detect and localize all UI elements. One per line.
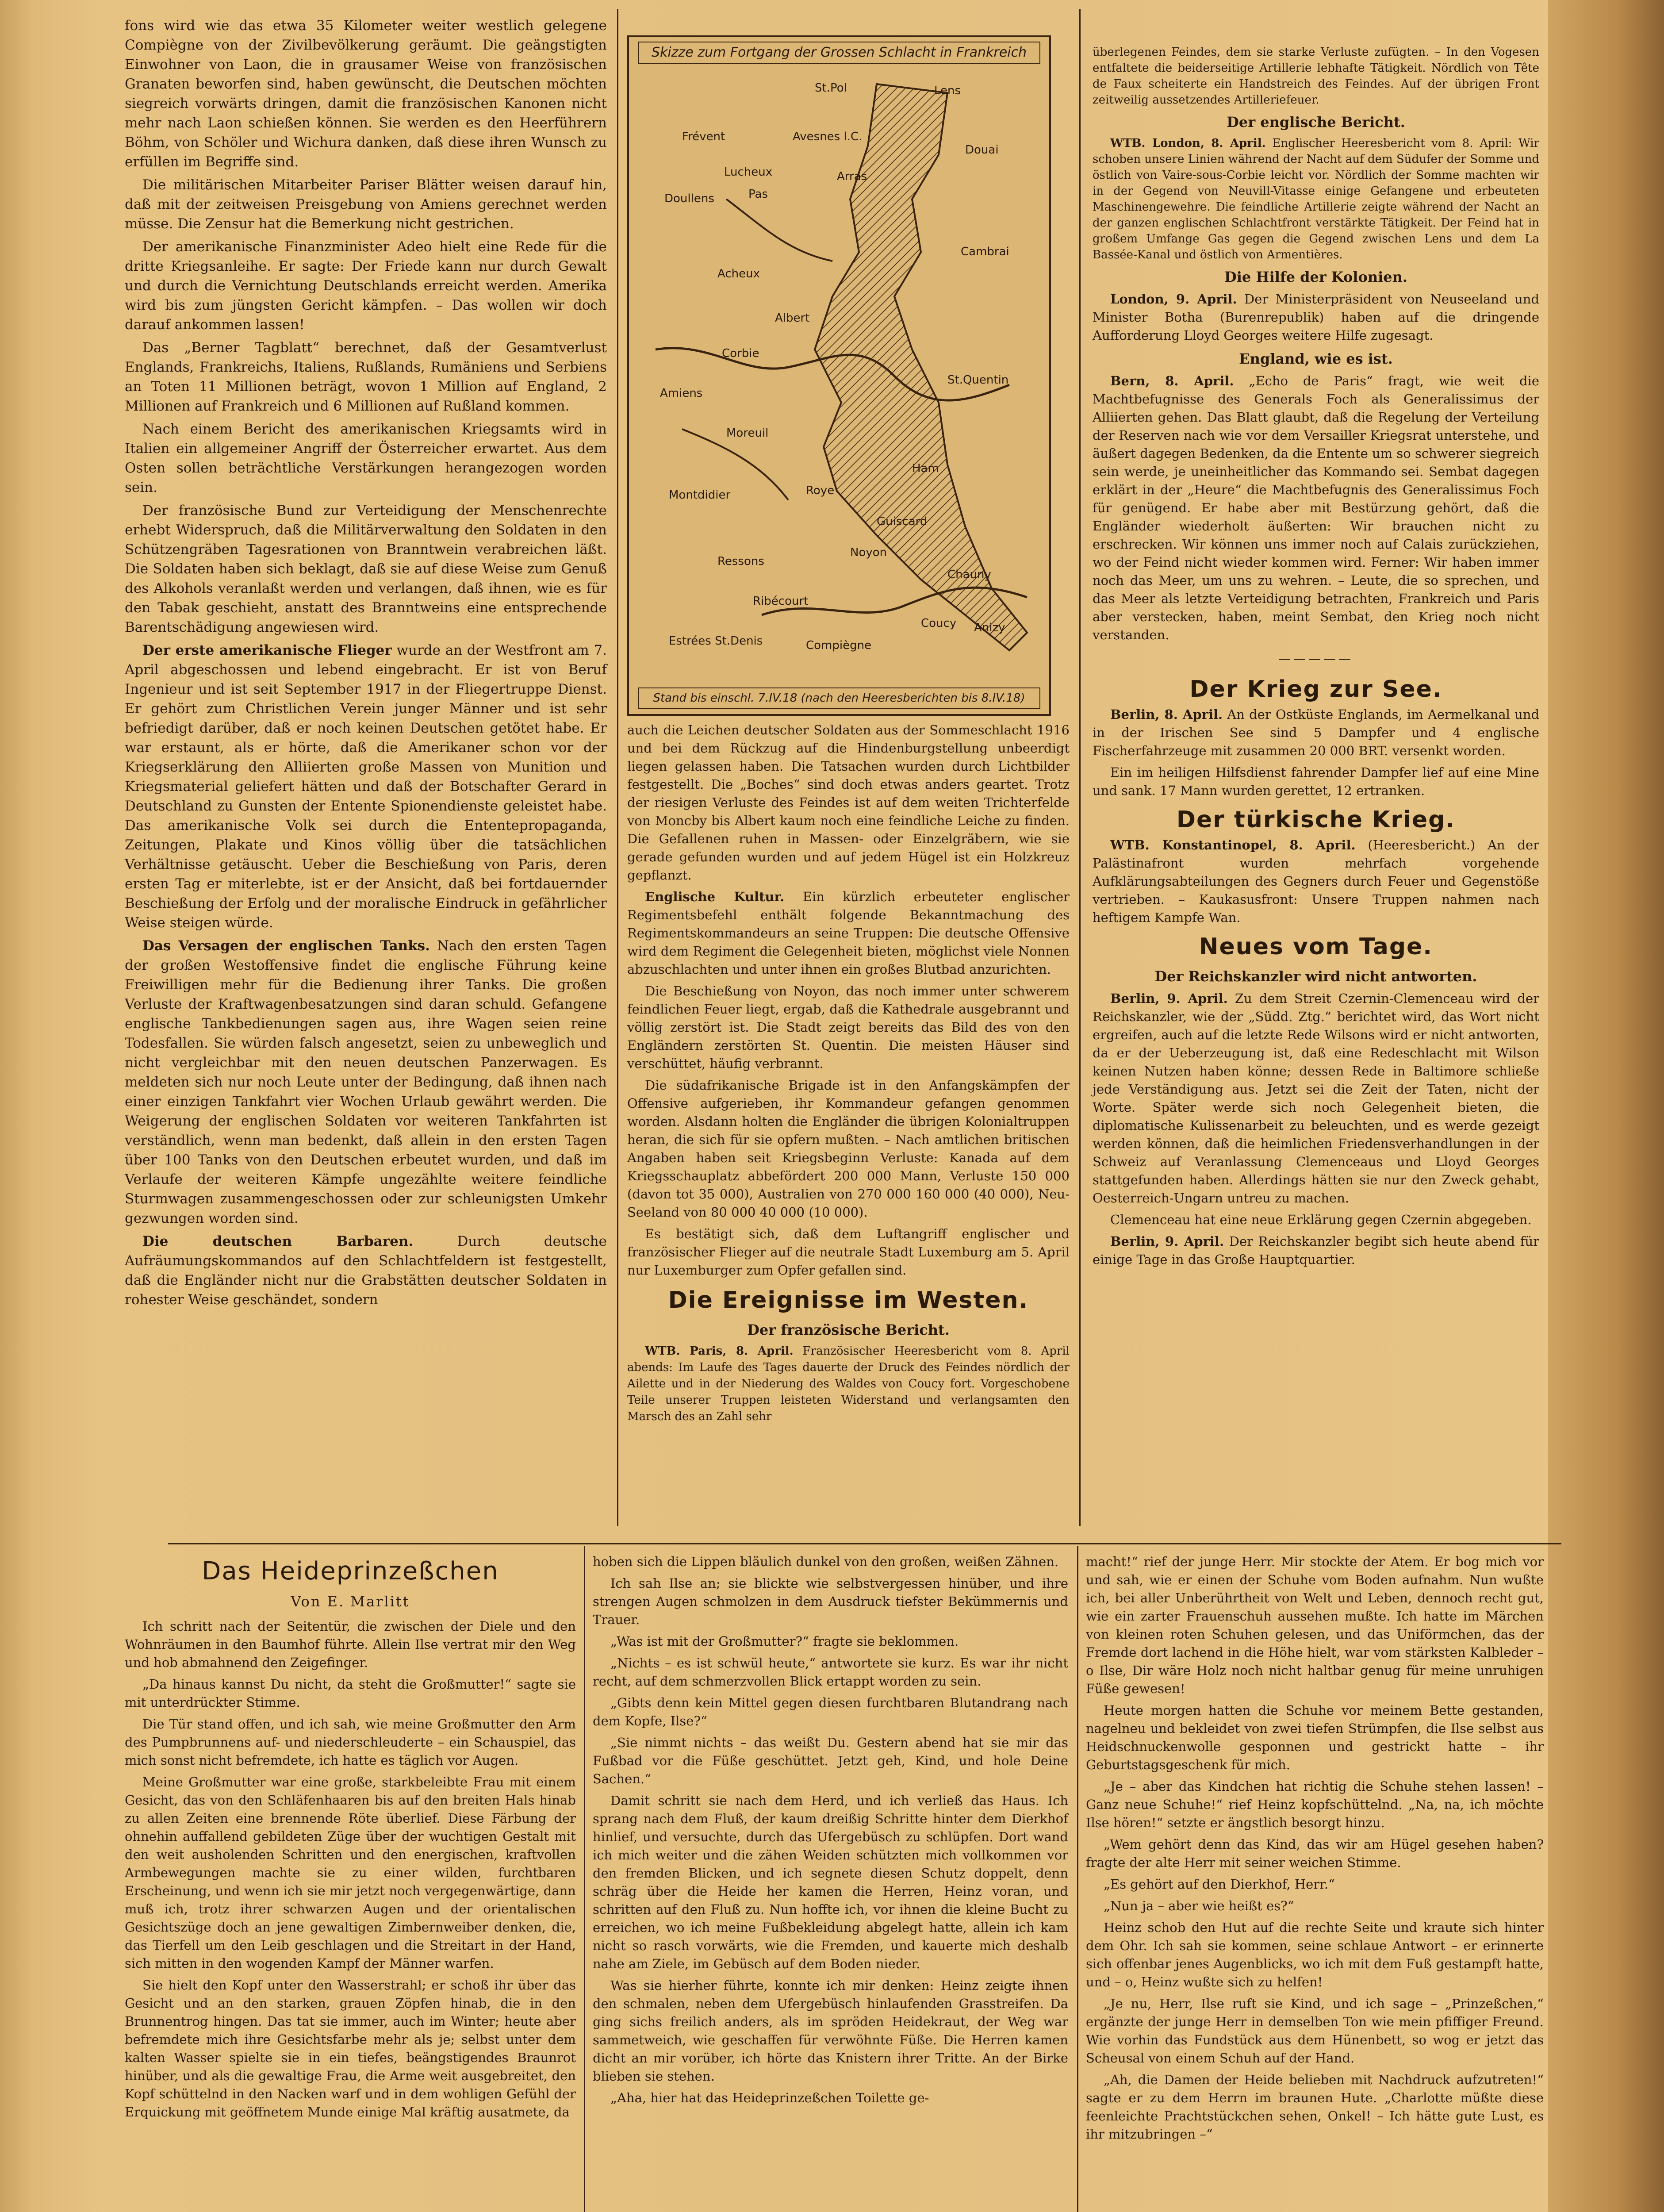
- story-paragraph: „Da hinaus kannst Du nicht, da steht die Großmutter!“ sagte sie mit unterdrückter Stimme.: [125, 1677, 576, 1710]
- section-subheading: England, wie es ist.: [1239, 350, 1393, 367]
- map-title: Skizze zum Fortgang der Grossen Schlacht in Frankreich: [638, 42, 1040, 64]
- feuilleton-rule: [168, 1543, 1561, 1544]
- place-label: Chauny: [947, 568, 991, 581]
- story-paragraph: Die Tür stand offen, und ich sah, wie meine Großmutter den Arm des Pumpbrunnens auf- und niederschleuderte – ein Schauspiel, das mich sonst nicht befremdete, ich hatte es täglich vor Augen.: [125, 1717, 576, 1768]
- map-caption: Stand bis einschl. 7.IV.18 (nach den Heeresberichten bis 8.IV.18): [638, 687, 1040, 709]
- serial-column-3: [1086, 1553, 1544, 2147]
- column-rule: [617, 9, 618, 1526]
- place-label: Cambrai: [961, 245, 1009, 258]
- place-label: Estrées St.Denis: [669, 634, 763, 648]
- place-label: Noyon: [850, 546, 887, 559]
- article-paragraph: Der französische Bund zur Verteidigung der Menschenrechte erhebt Widerspruch, daß die Militärverwaltung den Soldaten in den Schützengräben Tagesrationen von Branntwein verabreichen läßt. Die Soldaten haben sich beklagt, daß sie auf diese Weise zum Genuß des Alkohols veranlaßt werden und verlangen, daß ihnen, wie es für den Tabak geschieht, anstatt des Branntweins eine entsprechende Barentschädigung angewiesen wird.: [125, 503, 607, 635]
- place-label: Pas: [748, 188, 768, 201]
- article-text: Englischer Heeresbericht vom 8. April: Wir schoben unsere Linien während der Nacht auf dem Südufer der Somme und östlich von Vaire-sous-Corbie leicht vor. Nördlich der Somme machten wir in der Gegend von Neuvill-Vitasse einige Gefangene und erbeuteten Maschinengewehre. Die feindliche Artillerie zeigte während der Nacht an der ganzen englischen Schlachtfront verstärkte Tätigkeit. Der Feind hat in großem Umfange Gas gegen die Gegend zwischen Lens und dem La Bassée-Kanal und östlich von Armentières.: [1093, 137, 1539, 261]
- story-paragraph: „Nichts – es ist schwül heute,“ antwortete sie kurz. Es war ihr nicht recht, auf dem schmerzvollen Blick ertappt worden zu sein.: [593, 1655, 1068, 1689]
- place-label: Montdidier: [669, 488, 731, 502]
- article-paragraph: [125, 641, 607, 933]
- battle-map: [627, 35, 1051, 716]
- place-label: Doullens: [664, 192, 714, 205]
- article-paragraph: [627, 888, 1070, 979]
- place-label: Corbie: [722, 347, 759, 360]
- place-label: Arras: [837, 170, 867, 183]
- article-paragraph: [125, 936, 607, 1228]
- article-paragraph: auch die Leichen deutscher Soldaten aus der Sommeschlacht 1916 und bei dem Rückzug auf die Hindenburgstellung unbeerdigt liegen gelassen haben. Die Tatsachen wurden durch Lichtbilder festgestellt. Die „Boches“ sind doch etwas anders geartet. Trotz der riesigen Verluste des Feindes ist auf dem weiten Trichterfelde von Moncby bis Albert kaum noch eine feindliche Leiche zu finden. Die Gefallenen ruhen in Massen- oder Einzelgräbern, wie sie gerade gefunden wurden und auf jedem Hügel ist ein Holzkreuz gepflanzt.: [627, 722, 1070, 883]
- story-paragraph: „Je nu, Herr, Ilse ruft sie Kind, und ich sage – „Prinzeßchen,“ ergänzte der junge Herr in demselben Ton wie mein pfiffiger Freund. Wie vorhin das Fundstück aus dem Hünenbett, so wog er jetzt das Scheusal von einem Schuh auf der Hand.: [1086, 1996, 1544, 2066]
- section-subheading: Die Hilfe der Kolonien.: [1224, 269, 1408, 285]
- article-text: wurde an der Westfront am 7. April abgeschossen und lebend eingebracht. Er ist von Beruf Ingenieur und ist seit September 1917 in der Fliegertruppe Dienst. Er gehört zum Christlichen Verein junger Männer und ist sehr befriedigt darüber, daß er noch keinen Deutschen getötet habe. Er war erstaunt, als er hörte, daß die Amerikaner schon vor der Kriegserklärung den Alliierten große Massen von Munition und Kriegsmaterial geliefert hätten und daß der Botschafter Gerard in Deutschland zu Gunsten der Entente Spionendienste geleistet habe. Das amerikanische Volk sei durch die Ententepropaganda, Zeitungen, Plakate und Kinos völlig über die tatsächlichen Verhältnisse getäuscht. Ueber die Beschießung von Paris, deren ersten Tag er miterlebte, ist er der Ansicht, daß bei fortdauernder Beschießung der Erfolg und der moralische Eindruck in gefährlicher Weise steigen würde.: [125, 642, 607, 931]
- place-label: Albert: [775, 311, 810, 325]
- section-subheading: Der Reichskanzler wird nicht antworten.: [1154, 968, 1477, 985]
- place-label: Frévent: [682, 130, 725, 143]
- column-rule: [584, 1546, 585, 2212]
- section-subheading: Der französische Bericht.: [747, 1321, 950, 1338]
- article-lede: WTB. London, 8. April.: [1110, 137, 1266, 150]
- news-column-3: [1093, 44, 1539, 1272]
- place-label: Avesnes l.C.: [793, 130, 863, 143]
- place-label: Ham: [912, 462, 939, 475]
- book-gutter: [1548, 0, 1664, 2212]
- river-ancre: [726, 199, 832, 261]
- article-lede: London, 9. April.: [1110, 292, 1237, 307]
- article-paragraph: [1093, 990, 1539, 1207]
- article-paragraph: [1093, 1233, 1539, 1269]
- column-rule: [1077, 1546, 1078, 2212]
- article-lede: Berlin, 8. April.: [1110, 707, 1223, 722]
- article-paragraph: Nach einem Bericht des amerikanischen Kriegsamts wird in Italien ein allgemeiner Angriff der Österreicher erwartet. Aus dem Osten sollen beträchtliche Verstärkungen herangezogen worden sein.: [125, 421, 607, 495]
- story-paragraph: „Was ist mit der Großmutter?“ fragte sie beklommen.: [610, 1634, 959, 1649]
- article-lede: Englische Kultur.: [645, 889, 785, 904]
- story-paragraph: „Nun ja – aber wie heißt es?“: [1104, 1898, 1294, 1913]
- article-paragraph: fons wird wie das etwa 35 Kilometer weiter westlich gelegene Compiègne von der Zivilbevölkerung geräumt. Die geängstigten Einwohner von Laon, die in grausamer Weise von französischen Granaten beworfen sind, haben gewünscht, die Deutschen möchten siegreich vorwärts dringen, damit die französischen Kanonen nicht mehr nach Laon schießen können. Sie werden es den Heerführern Böhm, von Schöler und Wichura danken, daß diese ihren Wunsch zu erfüllen im Begriffe sind.: [125, 18, 607, 170]
- article-paragraph: Clemenceau hat eine neue Erklärung gegen Czernin abgegeben.: [1110, 1212, 1532, 1227]
- article-text: Ein kürzlich erbeuteter englischer Regimentsbefehl enthält folgende Bekanntmachung des Regimentskommandeurs an seine Truppen: Die deutsche Offensive wird dem Regiment die Gelegenheit bieten, möglichst viele Nonnen abzuschlachten und unter ihnen ein großes Blutbad anzurichten.: [627, 889, 1070, 977]
- article-paragraph: Die militärischen Mitarbeiter Pariser Blätter weisen darauf hin, daß mit der zeitweisen Preisgebung von Amiens gerechnet werden müsse. Die Zensur hat die Bemerkung nicht gestrichen.: [125, 177, 607, 232]
- story-paragraph: Meine Großmutter war eine große, starkbeleibte Frau mit einem Gesicht, das von den Schläfenhaaren bis auf den breiten Hals hinab zu allen Zeiten eine brennende Röte überlief. Diese Färbung der ohnehin auffallend gebildeten Züge über der wuchtigen Gestalt mit den weit ausholenden Schritten und den energischen, kraftvollen Armbewegungen machte sie zu einer wilden, furchtbaren Erscheinung, und wenn ich sie mir jetzt noch vergegenwärtige, dann muß ich, trotz ihrer schwarzen Augen und der orientalischen Gesichtszüge doch an jene gewaltigen Zimbernweiber denken, die, das Tierfell um den Leib geschlagen und die Streitart in der Hand, sich mitten in den wogenden Kampf der Männer warfen.: [125, 1774, 576, 1971]
- article-paragraph: Die südafrikanische Brigade ist in den Anfangskämpfen der Offensive aufgerieben, ihr Kommandeur gefangen genommen worden. Alsdann holten die Engländer die übrigen Kolonialtruppen heran, die sich für sie opfern mußten. – Nach amtlichen britischen Angaben haben seit Kriegsbeginn Verluste: Kanada auf dem Kriegsschauplatz abbefördert 200 000 Mann, Verluste 150 000 (davon tot 35 000), Australien von 270 000 160 000 (40 000), Neu-Seeland von 80 000 40 000 (10 000).: [627, 1078, 1070, 1220]
- story-paragraph: macht!“ rief der junge Herr. Mir stockte der Atem. Er bog mich vor und sah, wie er einen der Schuhe vom Boden aufnahm. Nun wußte ich, bei aller Unberührtheit von Welt und Leben, dennoch recht gut, wie ein zarter Frauenschuh aussehen mußte. Ich hatte im Märchen von kleinen roten Schuhen gelesen, und das Uniförmchen, das der Fremde dort lachend in die Höhe hielt, war vom stärksten Kalbleder – o Ilse, Dir wäre Holz noch nicht haltbar genug für meine unruhigen Füße gewesen!: [1086, 1554, 1544, 1696]
- place-label: Amiens: [660, 387, 703, 400]
- place-label: Moreuil: [726, 426, 769, 440]
- section-subheading: Der englische Bericht.: [1227, 114, 1405, 131]
- place-label: Compiègne: [806, 639, 872, 652]
- place-label: Roye: [806, 484, 835, 497]
- story-paragraph: „Wem gehört denn das Kind, das wir am Hügel gesehen haben? fragte der alte Herr mit seiner weichen Stimme.: [1086, 1837, 1544, 1870]
- article-text: Der Reichskanzler begibt sich heute abend für einige Tage in das Große Hauptquartier.: [1093, 1234, 1540, 1267]
- story-paragraph: „Es gehört auf den Dierkhof, Herr.“: [1104, 1877, 1335, 1892]
- story-paragraph: Ich schritt nach der Seitentür, die zwischen der Diele und den Wohnräumen in den Baumhof führte. Allein Ilse vertrat mir den Weg und hob abmahnend den Zeigefinger.: [125, 1619, 576, 1670]
- section-heading: Der Krieg zur See.: [1189, 676, 1442, 703]
- place-label: Douai: [965, 143, 999, 157]
- place-label: Guiscard: [877, 515, 928, 528]
- story-paragraph: „Je – aber das Kindchen hat richtig die Schuhe stehen lassen! – Ganz neue Schuhe!“ rief Heinz kopfschüttelnd. „Na, na, ich möchte Ilse hören!“ setzte er ängstlich besorgt hinzu.: [1086, 1779, 1544, 1830]
- section-heading: Die Ereignisse im Westen.: [668, 1287, 1029, 1313]
- article-text: Durch deutsche Aufräumungskommandos auf den Schlachtfeldern ist festgestellt, daß die Engländer nicht nur die Grabstätten deutscher Soldaten in rohester Weise geschändet, sondern: [125, 1233, 607, 1308]
- article-text: Nach den ersten Tagen der großen Westoffensive findet die englische Führung keine Freiwilligen mehr für die Bedienung ihrer Tanks. Die großen Verluste der Kraftwagenbesatzungen sind daran schuld. Gefangene englische Tankbedienungen sagen aus, ihre Wagen seien reine Todesfallen. Sie würden falsch angesetzt, seien zu unbeweglich und nicht vergleichbar mit den neuen deutschen Panzerwagen. Es meldeten sich nur noch Leute unter der Bedingung, daß ihnen nach einer einzigen Tankfahrt vier Wochen Urlaub gewährt werden. Die Weigerung der englischen Soldaten vor weiteren Tankfahrten ist verständlich, wenn man bedenkt, daß allein in den ersten Tagen über 100 Tanks von den Deutschen erbeutet wurden, und daß im Verlaufe der weiteren Kämpfe ungezählte weitere feindliche Sturmwagen zusammengeschossen oder zur schleunigsten Umkehr gezwungen worden sind.: [125, 938, 607, 1226]
- place-label: Coucy: [921, 617, 957, 630]
- section-heading: Der türkische Krieg.: [1176, 806, 1456, 833]
- story-paragraph: „Aha, hier hat das Heideprinzeßchen Toilette ge-: [610, 2090, 929, 2105]
- story-paragraph: Damit schritt sie nach dem Herd, und ich verließ das Haus. Ich sprang nach dem Fluß, der kaum dreißig Schritte hinter dem Dierkhof hinlief, und versuchte, durch das Ufergebüsch zu schlüpfen. Dort wand ich mich weiter und die zähen Weiden schützten mich vollkommen vor den fremden Blicken, und ich segnete diesen Schutz doppelt, denn schräg über die Heide her kamen die Herren, Heinz voran, und schritten auf den Fluß zu. Nun hoffte ich, vor ihnen die kleine Bucht zu erreichen, wo ich meine Fußbekleidung abgelegt hatte, allein ich kam nicht so rasch vorwärts, wie die Fremden, und kauerte mich deshalb nahe am Ziele, im Gebüsch auf dem Boden nieder.: [593, 1793, 1068, 1971]
- story-paragraph: Ich sah Ilse an; sie blickte wie selbstvergessen hinüber, und ihre strengen Augen schmolzen in dem Ausdruck tiefster Bekümmernis und Trauer.: [593, 1576, 1068, 1627]
- article-paragraph: Der amerikanische Finanzminister Adeo hielt eine Rede für die dritte Kriegsanleihe. Er sagte: Der Friede kann nur durch Gewalt und durch die Vernichtung Deutschlands erreicht werden. Amerika wird bis zum jüngsten Gericht kämpfen. – Das wollen wir doch darauf ankommen lassen!: [125, 239, 607, 333]
- article-text: Zu dem Streit Czernin-Clemenceau wird der Reichskanzler, wie der „Südd. Ztg.“ berichtet wird, das Wort nicht ergreifen, auch auf die letzte Rede Wilsons wird er nicht antworten, da er der Ueberzeugung ist, daß eine Redeschlacht mit Wilson keinen Nutzen haben könne; dessen Rede in Baltimore schließe jede Verständigung aus. Jetzt sei die Zeit der Taten, nicht der Worte. Später werde sich noch Gelegenheit bieten, die diplomatische Kulissenarbeit zu beleuchten, und es werde gezeigt werden können, daß die heimlichen Friedensverhandlungen in der Schweiz auf Veranlassung Clemenceaus und Lloyd Georges stattgefunden haben. Allerdings hätten sie nur den Zweck gehabt, Oesterreich-Ungarn untreu zu machen.: [1093, 991, 1539, 1206]
- story-paragraph: hoben sich die Lippen bläulich dunkel von den großen, weißen Zähnen.: [593, 1554, 1059, 1569]
- article-lede: Berlin, 9. April.: [1110, 991, 1228, 1006]
- article-paragraph: Ein im heiligen Hilfsdienst fahrender Dampfer lief auf eine Mine und sank. 17 Mann wurden gerettet, 12 ertranken.: [1093, 765, 1539, 798]
- story-paragraph: Sie hielt den Kopf unter den Wasserstrahl; er schoß ihr über das Gesicht und an den starken, grauen Zöpfen hinab, die in den Brunnentrog hingen. Das tat sie immer, auch im Winter; heute aber befremdete mich ihre Gesichtsfarbe mehr als je; selbst unter dem kalten Wasser spielte sie in ein tiefes, beängstigendes Braunrot hinüber, und als die gewaltige Frau, die Arme weit ausgebreitet, den Kopf schüttelnd in den Nacken warf und in dem wohligen Gefühl der Erquickung mit geöffnetem Munde einige Mal kräftig ausatmete, da: [125, 1978, 576, 2120]
- article-paragraph: Das „Berner Tagblatt“ berechnet, daß der Gesamtverlust Englands, Frankreichs, Italiens, Rußlands, Rumäniens und Serbiens an Toten 11 Millionen beträgt, wovon 1 Million auf England, 2 Millionen auf Frankreich und 6 Millionen auf Rußland kommen.: [125, 340, 607, 414]
- article-paragraph: [1093, 290, 1539, 345]
- section-divider: —————: [1278, 651, 1353, 666]
- story-paragraph: „Sie nimmt nichts – das weißt Du. Gestern abend hat sie mir das Fußbad vor die Füße geschüttet. Jetzt geh, Kind, und hole Deine Sachen.“: [593, 1735, 1068, 1786]
- article-paragraph: [1093, 706, 1539, 760]
- article-lede: WTB. Paris, 8. April.: [645, 1344, 794, 1358]
- article-paragraph: Es bestätigt sich, daß dem Luftangriff englischer und französischer Flieger auf die neutrale Stadt Luxemburg am 5. April nur Luxemburger zum Opfer gefallen sind.: [627, 1226, 1070, 1278]
- article-paragraph: überlegenen Feindes, dem sie starke Verluste zufügten. – In den Vogesen entfaltete die beiderseitige Artillerie lebhafte Tätigkeit. Nördlich von Tête de Faux scheiterte ein Handstreich des Feindes. Auf der übrigen Front zeitweilig aussetzendes Artilleriefeuer.: [1093, 46, 1539, 107]
- article-text: „Echo de Paris“ fragt, wie weit die Machtbefugnisse des Generals Foch als Generalissimus der Alliierten gehen. Das Blatt glaubt, daß die Regelung der Verteilung der Reserven nach wie vor dem Versailler Kriegsrat unterstehe, und äußert dagegen Bedenken, da die Entente um so schwerer siegreich sein werde, je uneinheitlicher das Kommando sei. Sembat dagegen erklärt in der „Heure“ die Machtbefugnis des Generalissimus Foch für genügend. Er habe aber mit Bestürzung gehört, daß die Engländer wiederholt äußerten: Wir brauchen nicht zu erschrecken. Wir können uns immer noch auf Calais zurückziehen, wo der Feind nicht wieder kommen wird. Ferner: Wir haben immer noch das Meer, um uns zu wehren. – Leute, die so sprechen, und das Meer als letzte Verteidigung betrachten, Frankreich und Paris aber verstecken, haben, meint Sembat, den Krieg noch nicht verstanden.: [1093, 373, 1539, 642]
- article-text: (Heeresbericht.) An der Palästinafront wurden mehrfach vorgehende Aufklärungsabteilungen des Gegners durch Feuer und Gegenstöße vertrieben. – Kaukasusfront: Unsere Truppen nahmen nach heftigem Kampfe Wan.: [1093, 837, 1540, 925]
- article-paragraph: [1093, 372, 1539, 644]
- article-lede: WTB. Konstantinopel, 8. April.: [1110, 837, 1356, 853]
- news-column-1: [125, 16, 607, 1313]
- serial-column-2: [593, 1553, 1068, 2111]
- news-column-2: [627, 721, 1070, 1429]
- story-paragraph: Heinz schob den Hut auf die rechte Seite und kraute sich hinter dem Ohr. Ich sah sie kommen, seine schlaue Antwort – er erinnerte sich offenbar jenes Augenblicks, wo ich mit dem Fuß gestampft hatte, und – o, Heinz wußte sich zu helfen!: [1086, 1920, 1544, 1989]
- place-label: Anizy: [974, 621, 1005, 634]
- article-lede: Der erste amerikanische Flieger: [142, 642, 392, 658]
- place-label: Ribécourt: [753, 595, 809, 608]
- story-paragraph: „Ah, die Damen der Heide belieben mit Nachdruck aufzutreten!“ sagte er zu dem Herrn im braunen Hute. „Charlotte müßte diese feenleichte Prachtstückchen sehen, Onkel! – Ich hätte gute Lust, es ihr mitzubringen –“: [1086, 2072, 1544, 2142]
- article-lede: Berlin, 9. April.: [1110, 1234, 1224, 1249]
- place-label: St.Pol: [815, 81, 847, 95]
- serial-column-1: [125, 1553, 576, 2125]
- article-text: Französischer Heeresbericht vom 8. April abends: Im Laufe des Tages dauerte der Druck des Feindes nördlich der Ailette und in der Niederung des Waldes von Coucy fort. Vorgeschobene Teile unserer Truppen leisteten Widerstand und verlangsamten den Marsch des an Zahl sehr: [627, 1344, 1070, 1423]
- serial-author: Von E. Marlitt: [291, 1593, 410, 1610]
- article-lede: Bern, 8. April.: [1110, 373, 1234, 388]
- place-label: Acheux: [717, 267, 760, 280]
- serial-title: Das Heideprinzeßchen: [202, 1557, 499, 1586]
- story-paragraph: Heute morgen hatten die Schuhe vor meinem Bette gestanden, nagelneu und bekleidet von zwei tiefen Strümpfen, die Ilse selbst aus Heidschnuckenwolle gesponnen und gestrickt hatte – ihr Geburtstagsgeschenk für mich.: [1086, 1703, 1544, 1772]
- article-paragraph: Die Beschießung von Noyon, das noch immer unter schwerem feindlichen Feuer liegt, ergab, daß die Kathedrale ausgebrannt und völlig zerstört ist. Die Stadt zeigt bereits das Bild des von den Engländern zerstörten St. Quentin. Die meisten Häuser sind verschüttet, häufig verbrannt.: [627, 983, 1070, 1071]
- place-label: Lucheux: [724, 165, 773, 179]
- place-label: Ressons: [717, 555, 764, 568]
- article-paragraph: [1093, 836, 1539, 927]
- article-text: An der Ostküste Englands, im Aermelkanal und in der Irischen See sind 5 Dampfer und 4 englische Fischerfahrzeuge mit zusammen 20 000 BRT. versenkt worden.: [1093, 707, 1540, 758]
- column-rule: [1079, 9, 1081, 1526]
- story-paragraph: „Gibts denn kein Mittel gegen diesen furchtbaren Blutandrang nach dem Kopfe, Ilse?“: [593, 1695, 1068, 1728]
- front-gain-area: [815, 84, 1027, 650]
- section-heading: Neues vom Tage.: [1199, 933, 1433, 960]
- article-paragraph: [627, 1343, 1070, 1425]
- story-paragraph: Was sie hierher führte, konnte ich mir denken: Heinz zeigte ihnen den schmalen, neben dem Ufergebüsch hinlaufenden Grasstreifen. Da ging sichs freilich anders, als im spröden Heidekraut, der Weg war sammetweich, wie geschaffen für verwöhnte Füße. Die Herren kamen dicht an mir vorüber, ich hörte das Knistern ihrer Tritte. An der Birke blieben sie stehen.: [593, 1978, 1068, 2084]
- place-label: St.Quentin: [947, 373, 1009, 387]
- article-paragraph: [1093, 135, 1539, 263]
- article-text: Der Ministerpräsident von Neuseeland und Minister Botha (Burenrepublik) haben auf die dringende Aufforderung Lloyd Georges weitere Hilfe zugesagt.: [1093, 292, 1539, 343]
- article-paragraph: [125, 1232, 607, 1310]
- place-label: Lens: [934, 84, 961, 97]
- article-lede: Das Versagen der englischen Tanks.: [142, 938, 430, 954]
- article-lede: Die deutschen Barbaren.: [142, 1233, 414, 1249]
